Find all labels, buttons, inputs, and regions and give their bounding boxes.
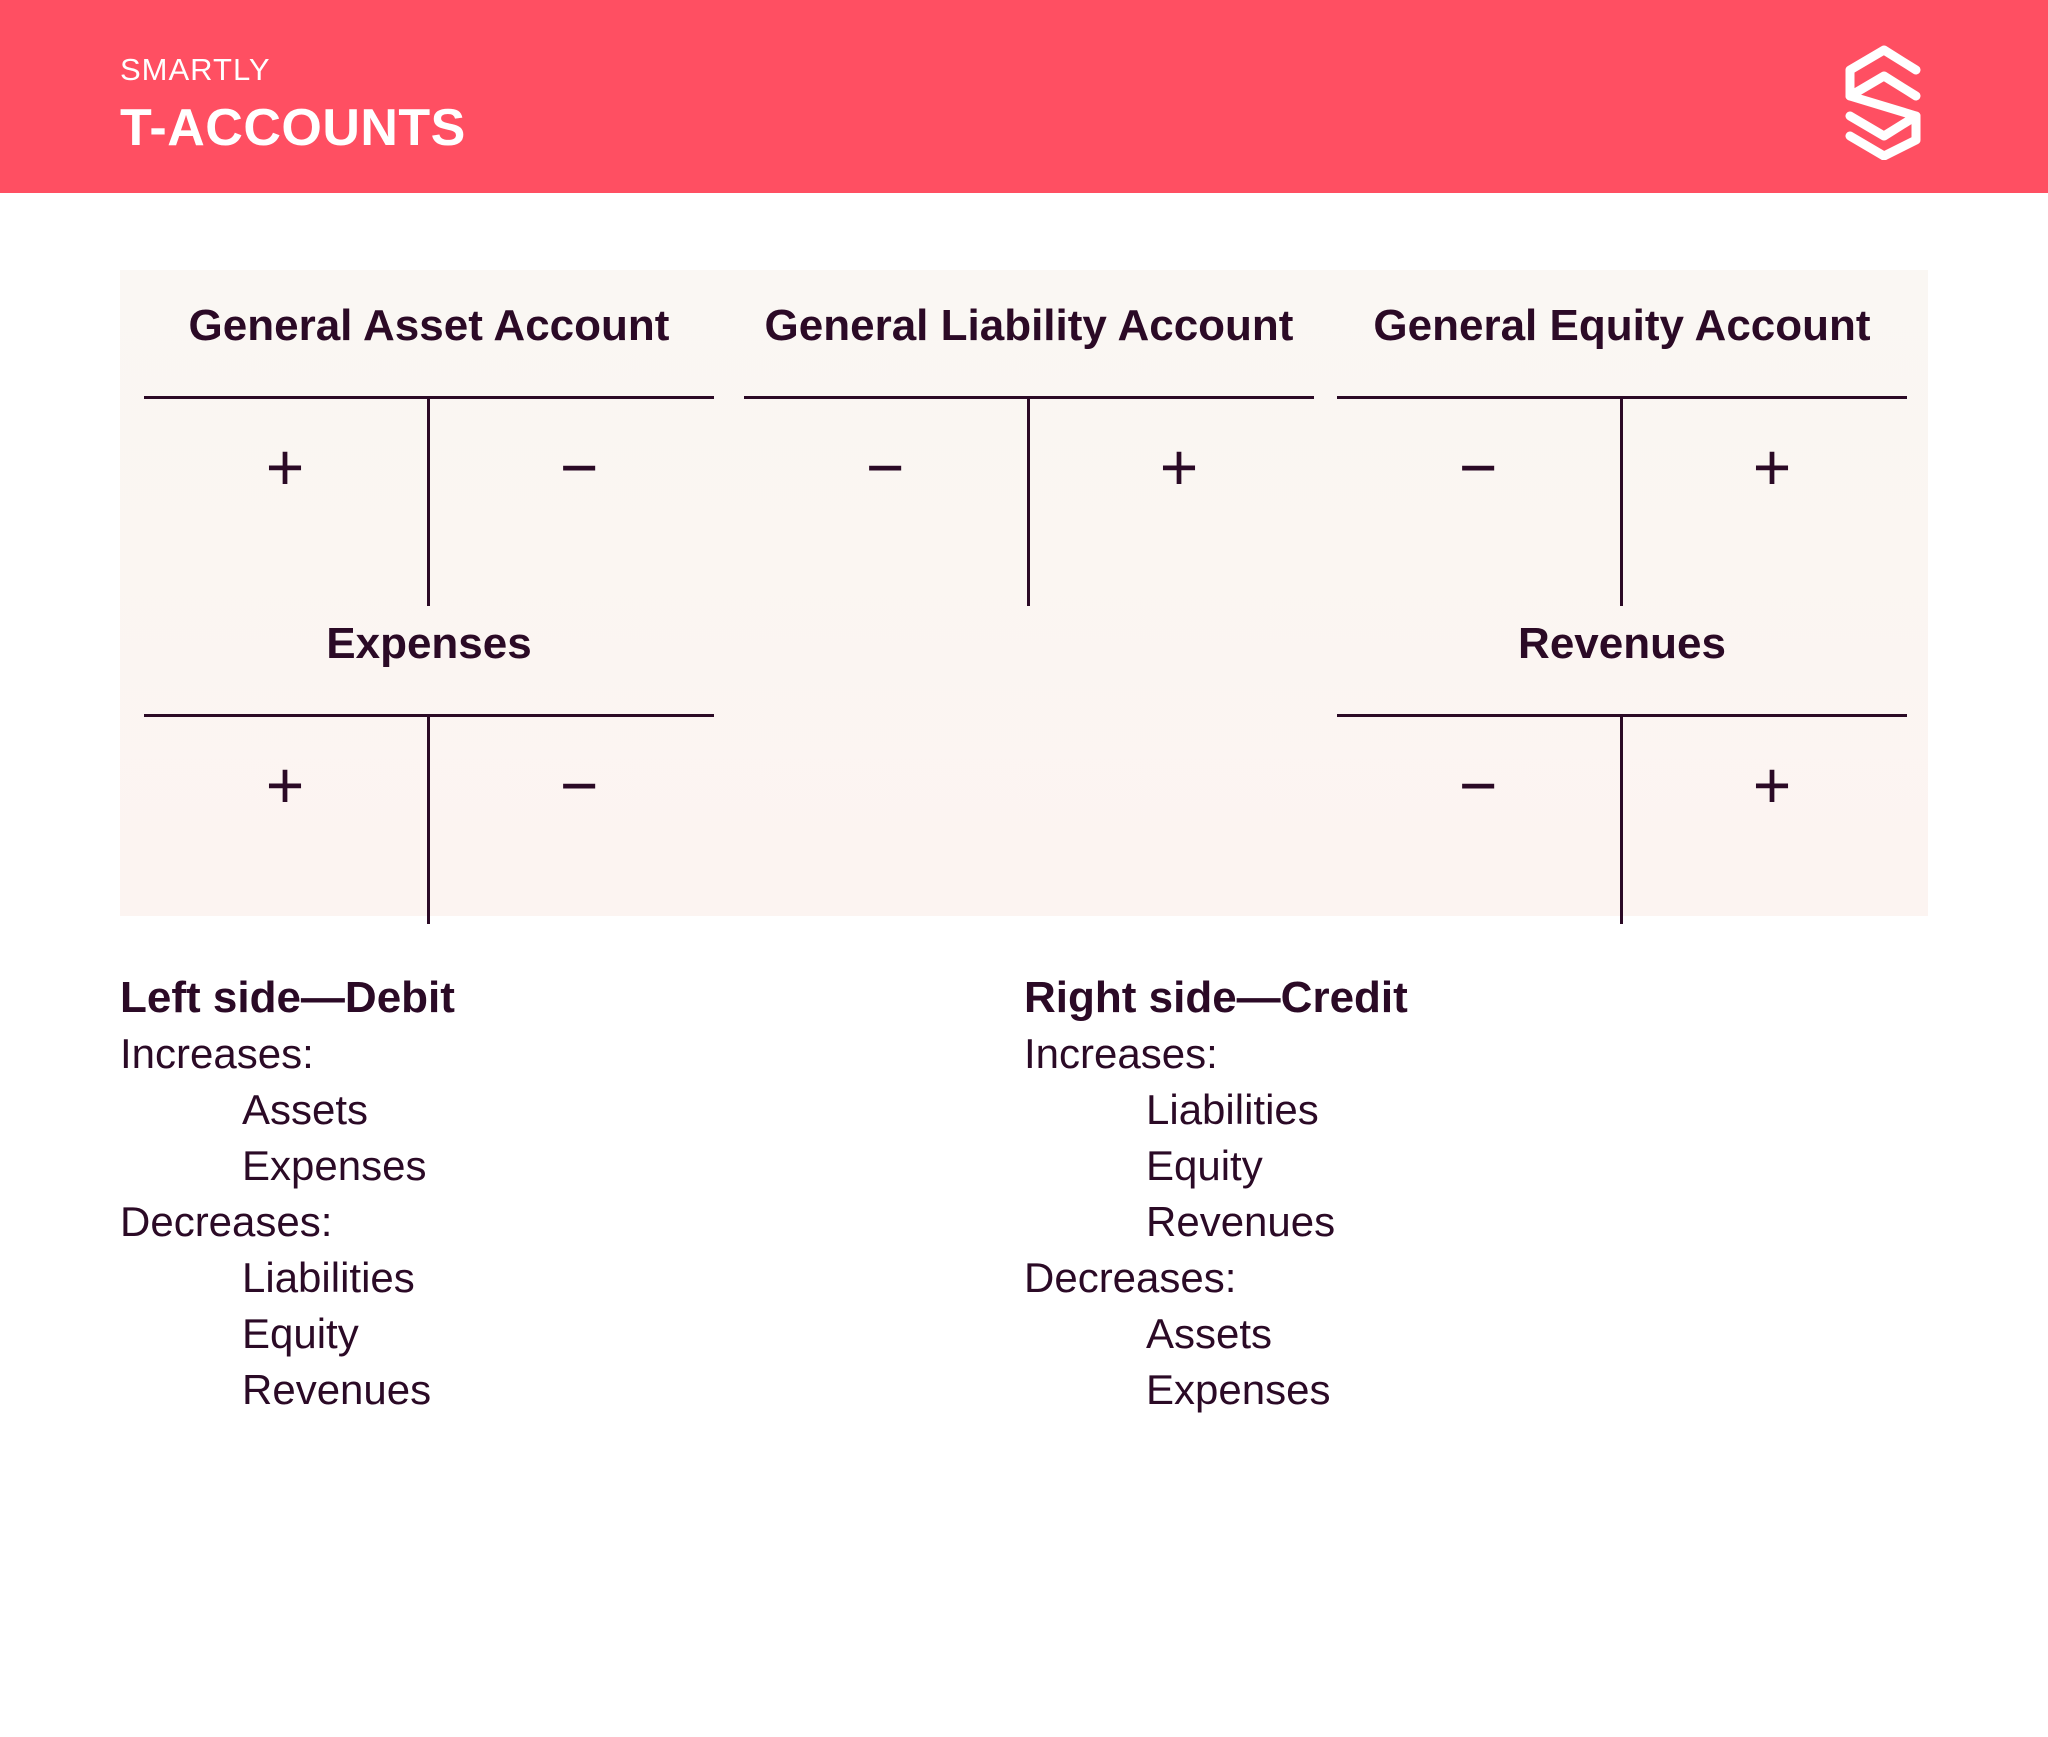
list-item: Equity (242, 1310, 359, 1357)
credit-column (1024, 970, 1824, 1418)
list-item: Revenues (242, 1366, 432, 1413)
header-banner (0, 0, 2048, 193)
t-account-title: Expenses (326, 619, 532, 668)
debit-heading: Left side—Debit (120, 973, 455, 1022)
credit-sign: + (1752, 430, 1792, 504)
t-account-vertical-line (427, 714, 430, 924)
list-item: Equity (1146, 1142, 1263, 1189)
credit-heading: Right side—Credit (1024, 973, 1408, 1022)
brand-label: SMARTLY (120, 52, 271, 87)
debit-column (120, 970, 920, 1418)
credit-increases-label: Increases: (1024, 1030, 1218, 1077)
debit-sign: − (1458, 430, 1498, 504)
credit-sign: − (559, 430, 599, 504)
t-account-title: General Asset Account (188, 301, 670, 350)
smartly-logo-icon (1842, 38, 1926, 160)
debit-sign: + (265, 430, 305, 504)
page-title: T-ACCOUNTS (120, 99, 466, 157)
list-item: Expenses (1146, 1366, 1331, 1413)
list-item: Liabilities (1146, 1086, 1319, 1133)
list-item: Expenses (242, 1142, 427, 1189)
t-account-vertical-line (427, 396, 430, 606)
credit-sign: + (1159, 430, 1199, 504)
debit-sign: − (1458, 748, 1498, 822)
t-accounts-panel (120, 270, 1928, 916)
t-account-general-equity (1337, 301, 1907, 530)
debit-sign: − (865, 430, 905, 504)
t-account-title: General Equity Account (1373, 301, 1871, 350)
credit-sign: + (1752, 748, 1792, 822)
t-account-revenues (1337, 619, 1907, 848)
list-item: Liabilities (242, 1254, 415, 1301)
list-item: Assets (242, 1086, 369, 1133)
list-item: Assets (1146, 1310, 1273, 1357)
debit-sign: + (265, 748, 305, 822)
t-account-vertical-line (1620, 396, 1623, 606)
t-account-vertical-line (1027, 396, 1030, 606)
debit-decreases-label: Decreases: (120, 1198, 333, 1245)
t-account-title: Revenues (1518, 619, 1726, 668)
t-account-general-liability (744, 301, 1314, 530)
debit-increases-label: Increases: (120, 1030, 314, 1077)
t-account-title: General Liability Account (764, 301, 1294, 350)
credit-decreases-label: Decreases: (1024, 1254, 1237, 1301)
credit-sign: − (559, 748, 599, 822)
t-account-general-asset (144, 301, 714, 530)
t-account-expenses (144, 619, 714, 848)
list-item: Revenues (1146, 1198, 1336, 1245)
t-account-vertical-line (1620, 714, 1623, 924)
